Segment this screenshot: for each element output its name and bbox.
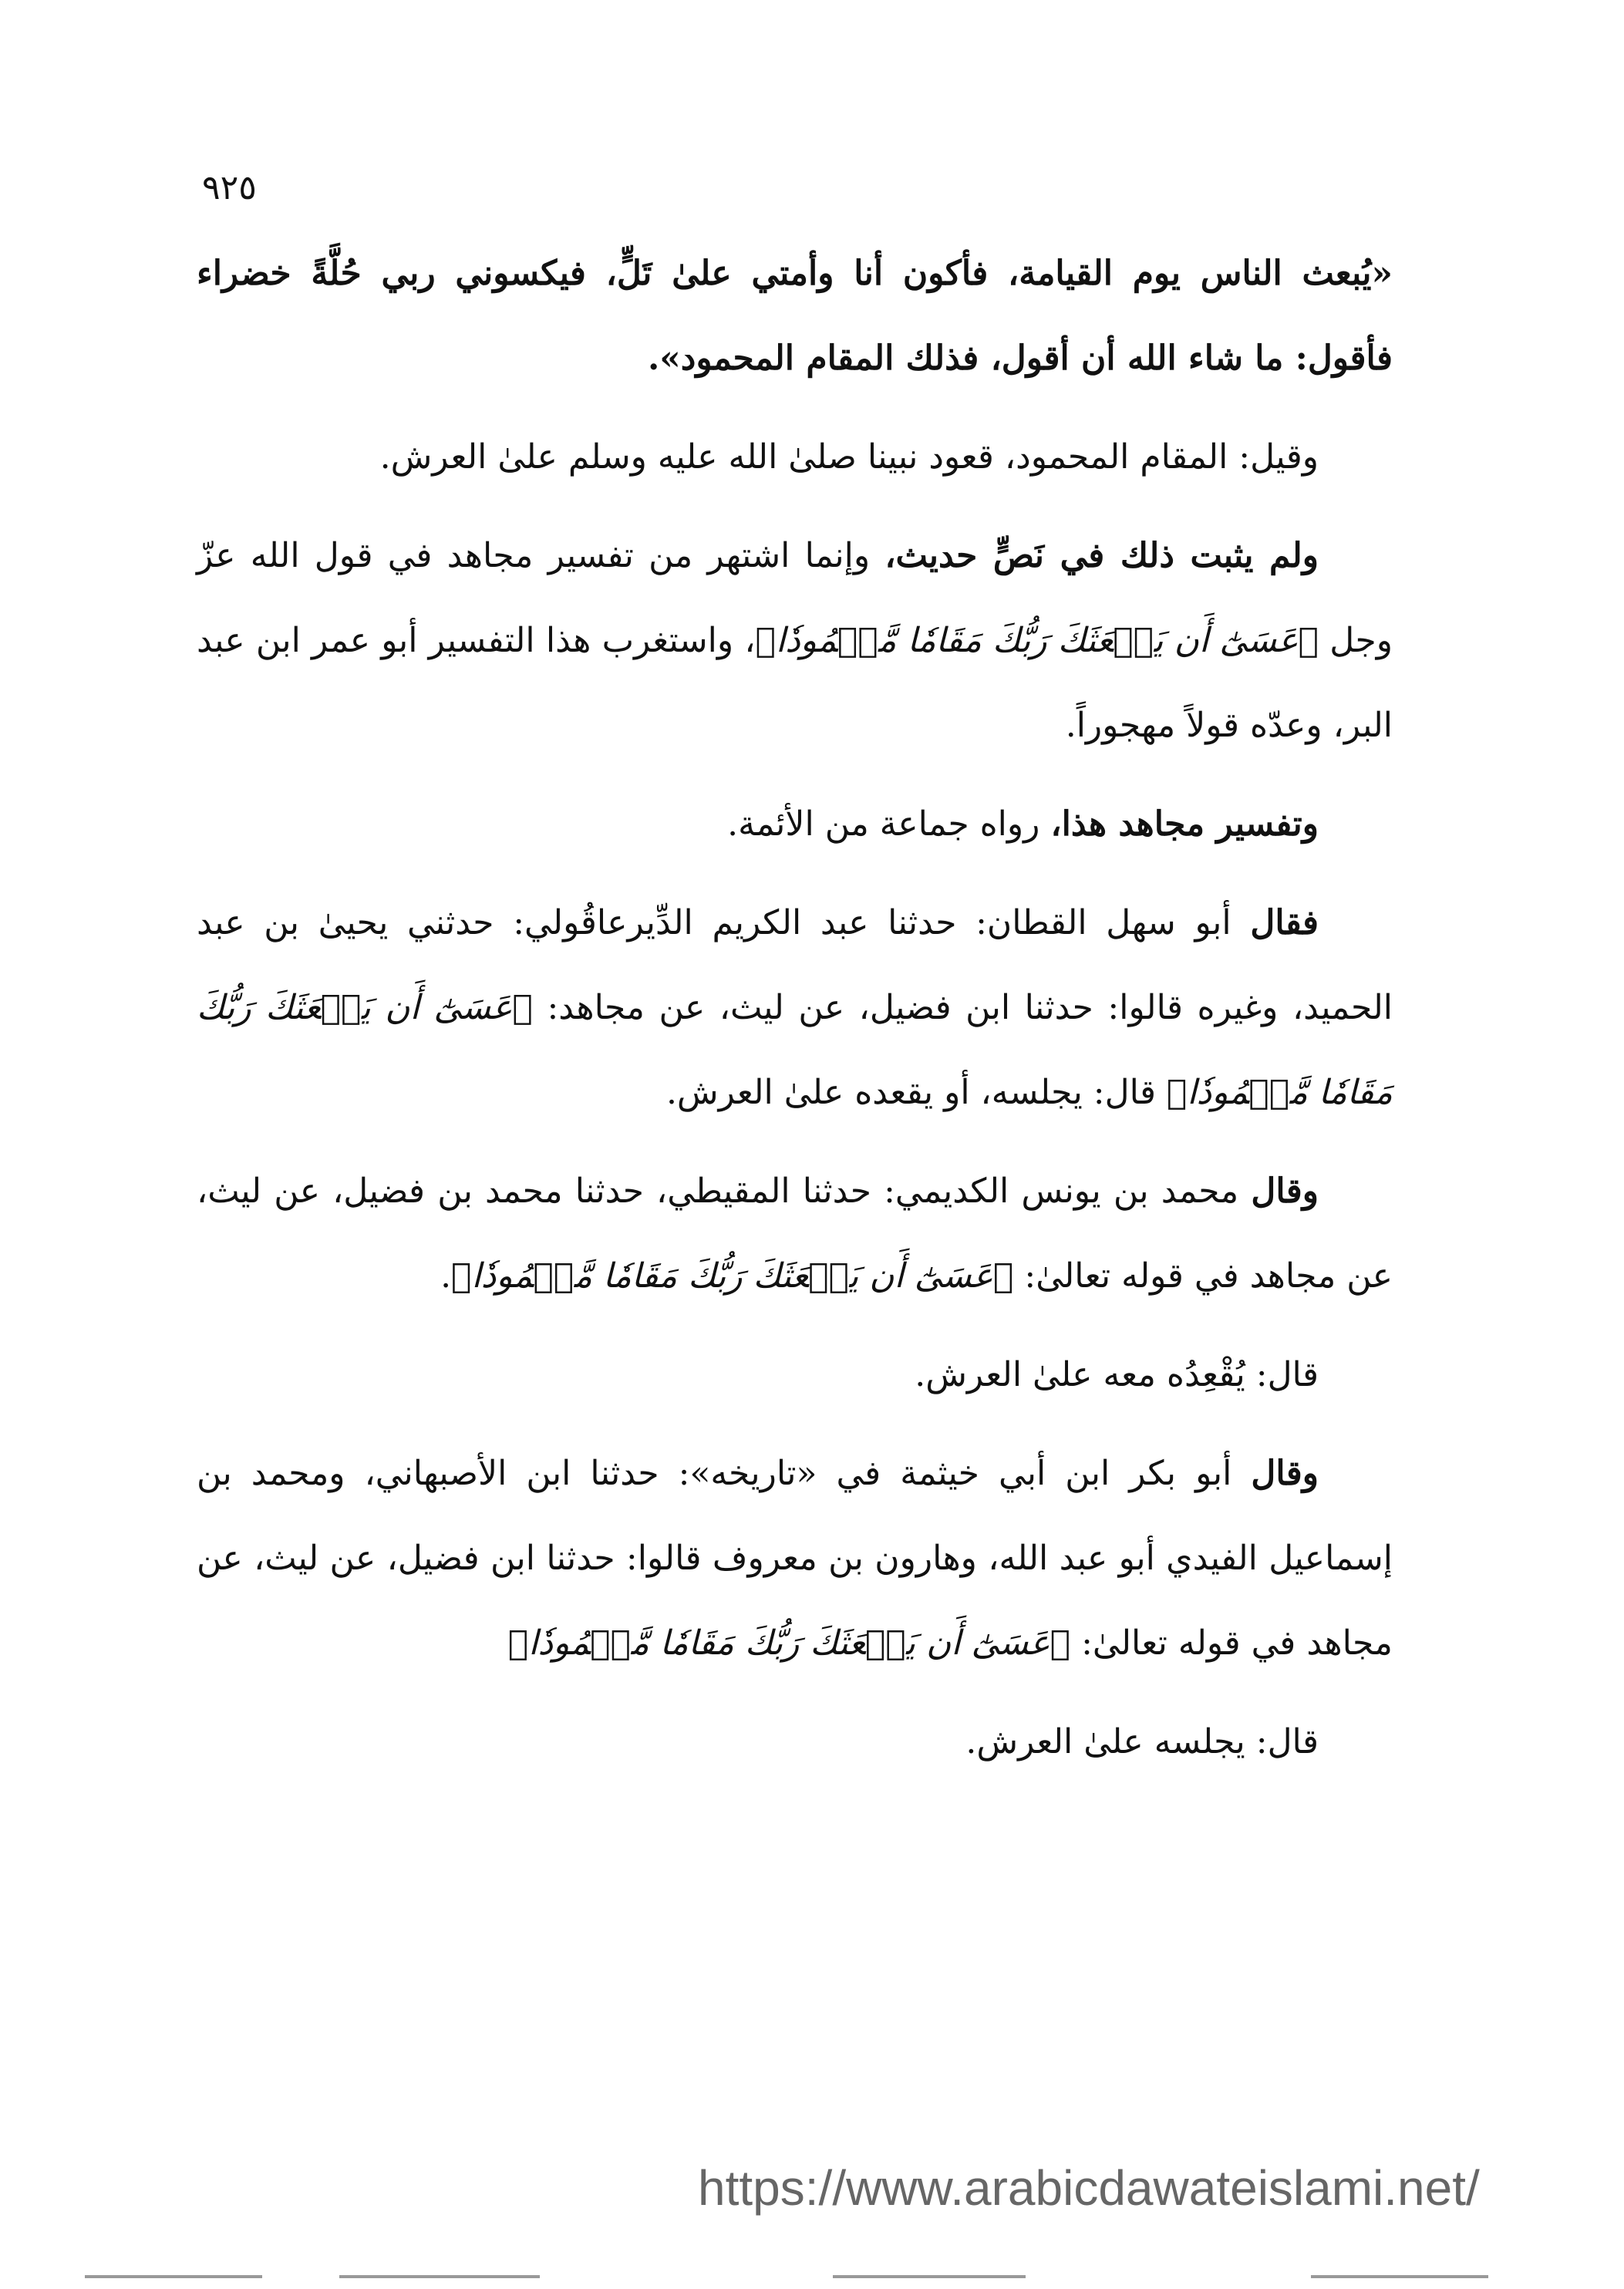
paragraph-hadith-quote bbox=[197, 231, 1393, 401]
paragraph-lam-yathbut bbox=[197, 514, 1393, 768]
text-segment: وقال bbox=[1251, 1171, 1319, 1211]
watermark-url: https://www.arabicdawateislami.net/ bbox=[698, 2160, 1480, 2216]
paragraph-abu-sahl bbox=[197, 881, 1393, 1135]
text-segment: قال: يجلسه علىٰ العرش. bbox=[965, 1722, 1319, 1761]
text-segment: وإنما اشتهر من تفسير مجاهد في قول الله عزّ وجل bbox=[197, 536, 1393, 660]
text-segment: . bbox=[440, 1256, 452, 1296]
paragraph-abu-bakr bbox=[197, 1431, 1393, 1686]
text-segment: أبو بكر ابن أبي خيثمة في «تاريخه»: حدثنا ابن الأصبهاني، ومحمد بن إسماعيل الفيدي أبو عبد الله، وهارون بن معروف قالوا: حدثنا ابن فضيل، عن ليث، عن مجاهد في قوله تعالىٰ: bbox=[197, 1454, 1393, 1663]
text-segment: رواه جماعة من الأئمة. bbox=[727, 804, 1051, 844]
quran-verse: ﴿عَسَىٰٓ أَن يَبۡعَثَكَ رَبُّكَ مَقَامٗا مَّحۡمُودٗا﴾ bbox=[451, 1256, 1014, 1296]
paragraph-qala-yuqiduhu bbox=[197, 1333, 1393, 1418]
text-segment: وتفسير مجاهد هذا، bbox=[1050, 804, 1319, 844]
footer-rule bbox=[1311, 2275, 1488, 2278]
text-segment: ولم يثبت ذلك في نَصٍّ حديث، bbox=[884, 536, 1319, 575]
text-segment: فقال bbox=[1250, 903, 1319, 942]
text-segment: ، واستغرب هذا التفسير أبو عمر ابن عبد البر، وعدّه قولاً مهجوراً. bbox=[197, 621, 1393, 745]
text-segment: وقيل: المقام المحمود، قعود نبينا صلىٰ الله عليه وسلم علىٰ العرش. bbox=[379, 437, 1319, 477]
page-number: ٩٢٥ bbox=[202, 168, 257, 207]
footer-rule bbox=[85, 2275, 262, 2278]
text-segment: «يُبعث الناس يوم القيامة، فأكون أنا وأمتي علىٰ تَلٍّ، فيكسوني ربي حُلَّةً خضراء فأقول: ما شاء الله أن أقول، فذلك المقام المحمود». bbox=[197, 254, 1393, 378]
text-segment: أبو سهل القطان: حدثنا عبد الكريم الدِّيرعاقُولي: حدثني يحيىٰ بن عبد الحميد، وغيره قالوا: حدثنا ابن فضيل، عن ليث، عن مجاهد: bbox=[197, 903, 1393, 1027]
quran-verse: ﴿عَسَىٰٓ أَن يَبۡعَثَكَ رَبُّكَ مَقَامٗا مَّحۡمُودٗا﴾ bbox=[507, 1623, 1071, 1663]
paragraph-muhammad-yunus bbox=[197, 1149, 1393, 1319]
footer-rule bbox=[339, 2275, 540, 2278]
footer-rule bbox=[833, 2275, 1026, 2278]
text-segment: قال: يجلسه، أو يقعده علىٰ العرش. bbox=[665, 1073, 1167, 1112]
text-segment: محمد بن يونس الكديمي: حدثنا المقيطي، حدثنا محمد بن فضيل، عن ليث، عن مجاهد في قوله تعالىٰ: bbox=[197, 1171, 1393, 1296]
text-segment: قال: يُقْعِدُه معه علىٰ العرش. bbox=[915, 1355, 1319, 1394]
paragraph-tafsir-mujahid bbox=[197, 782, 1393, 867]
quran-verse: ﴿عَسَىٰٓ أَن يَبۡعَثَكَ رَبُّكَ مَقَامٗا مَّحۡمُودٗا﴾ bbox=[197, 988, 1393, 1112]
paragraph-qala-yujlisuhu bbox=[197, 1700, 1393, 1785]
paragraph-qila bbox=[197, 415, 1393, 500]
text-segment: وقال bbox=[1251, 1454, 1319, 1493]
quran-verse: ﴿عَسَىٰٓ أَن يَبۡعَثَكَ رَبُّكَ مَقَامٗا مَّحۡمُودٗا﴾ bbox=[755, 621, 1319, 660]
page-body bbox=[197, 231, 1393, 1798]
